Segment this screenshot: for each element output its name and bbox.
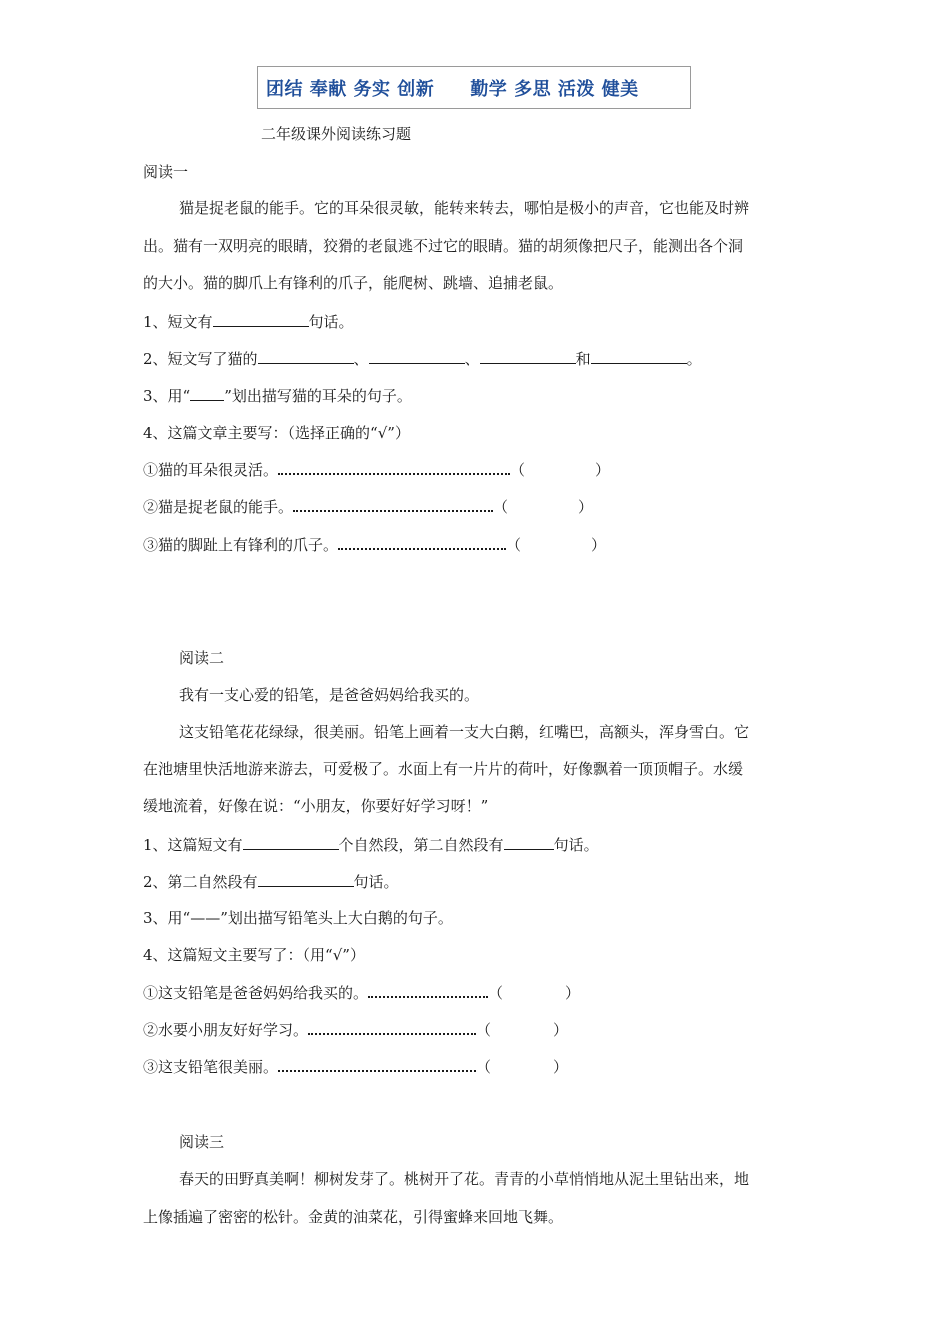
answer-blank[interactable]	[213, 311, 309, 327]
answer-blank[interactable]	[591, 348, 687, 364]
reading3-para-line-1: 春天的田野真美啊！柳树发芽了。桃树开了花。青青的小草悄悄地从泥土里钻出来，地	[179, 1170, 750, 1188]
reading1-heading: 阅读一	[143, 163, 189, 181]
answer-blank[interactable]	[258, 871, 354, 887]
reading2-para2-line-2: 在池塘里快活地游来游去，可爱极了。水面上有一片片的荷叶，好像飘着一顶顶帽子。水缓	[143, 760, 744, 778]
reading1-para-line-1: 猫是捉老鼠的能手。它的耳朵很灵敏，能转来转去，哪怕是极小的声音，它也能及时辨	[179, 199, 750, 217]
reading1-option-3: ③猫的脚趾上有锋利的爪子。 （ ）	[143, 536, 607, 554]
reading1-question-1: 1、短文有 句话。	[143, 313, 354, 331]
reading2-option-1: ①这支铅笔是爸爸妈妈给我买的。 （ ）	[143, 984, 581, 1002]
motto-left: 团结 奉献 务实 创新	[266, 78, 435, 100]
reading1-para-line-3: 的大小。猫的脚爪上有锋利的爪子，能爬树、跳墙、追捕老鼠。	[143, 274, 564, 292]
reading1-option-1: ①猫的耳朵很灵活。 （ ）	[143, 461, 611, 479]
reading2-para2-line-3: 缓地流着，好像在说：“小朋友，你要好好学习呀！”	[143, 797, 489, 815]
motto-banner	[257, 66, 691, 109]
underline-sample	[190, 385, 224, 401]
answer-blank[interactable]	[504, 834, 554, 850]
reading3-para-line-2: 上像插遍了密密的松针。金黄的油菜花，引得蜜蜂来回地飞舞。	[143, 1208, 564, 1226]
reading1-option-2: ②猫是捉老鼠的能手。 （ ）	[143, 498, 594, 516]
reading3-heading: 阅读三	[179, 1133, 225, 1151]
reading1-question-3: 3、用“ ”划出描写猫的耳朵的句子。	[143, 387, 412, 405]
motto-right: 勤学 多思 活泼 健美	[470, 78, 639, 100]
answer-blank[interactable]	[369, 348, 465, 364]
reading2-question-1: 1、这篇短文有 个自然段，第二自然段有 句话。	[143, 836, 599, 854]
answer-blank[interactable]	[480, 348, 576, 364]
reading2-question-4: 4、这篇短文主要写了：（用“√”）	[143, 946, 365, 964]
reading1-para-line-2: 出。猫有一双明亮的眼睛，狡猾的老鼠逃不过它的眼睛。猫的胡须像把尺子，能测出各个洞	[143, 237, 744, 255]
reading2-question-3: 3、用“——”划出描写铅笔头上大白鹅的句子。	[143, 909, 453, 927]
reading2-para1: 我有一支心爱的铅笔，是爸爸妈妈给我买的。	[179, 686, 480, 704]
page-title: 二年级课外阅读练习题	[261, 125, 412, 143]
reading2-option-2: ②水要小朋友好好学习。 （ ）	[143, 1021, 569, 1039]
reading1-question-4: 4、这篇文章主要写：（选择正确的“√”）	[143, 424, 410, 442]
answer-blank[interactable]	[258, 348, 354, 364]
reading1-question-2: 2、短文写了猫的 、 、 和 。	[143, 350, 702, 368]
answer-blank[interactable]	[243, 834, 339, 850]
reading2-question-2: 2、第二自然段有 句话。	[143, 873, 399, 891]
reading2-heading: 阅读二	[179, 649, 225, 667]
reading2-option-3: ③这支铅笔很美丽。 （ ）	[143, 1058, 569, 1076]
reading2-para2-line-1: 这支铅笔花花绿绿，很美丽。铅笔上画着一支大白鹅，红嘴巴，高额头，浑身雪白。它	[179, 723, 750, 741]
